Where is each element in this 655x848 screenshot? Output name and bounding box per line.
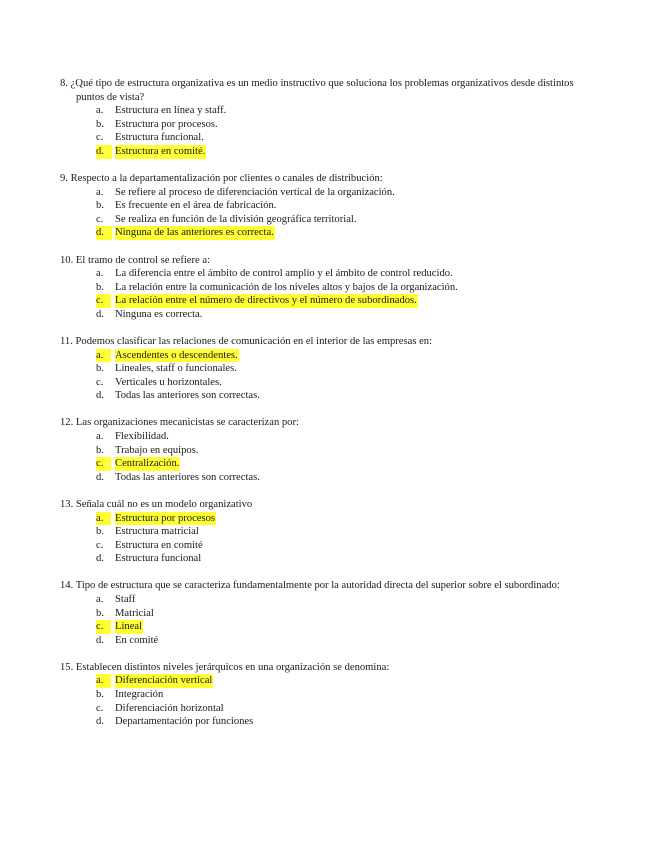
option-text: Staff	[115, 594, 136, 605]
option-text: Es frecuente en el área de fabricación.	[115, 200, 277, 212]
question-15	[0, 661, 655, 729]
option-text: Lineal	[115, 621, 143, 633]
option-letter: b.	[96, 200, 104, 212]
option-c-highlighted[interactable]	[0, 620, 655, 634]
option-b[interactable]	[0, 199, 655, 213]
option-c-highlighted[interactable]	[0, 294, 655, 308]
option-letter: c.	[96, 457, 111, 471]
option-letter: b.	[96, 363, 104, 375]
option-c[interactable]	[0, 702, 655, 716]
option-d[interactable]	[0, 308, 655, 322]
option-b[interactable]	[0, 118, 655, 132]
option-letter: a.	[96, 186, 104, 198]
option-text: La relación entre la comunicación de los niveles altos y bajos de la organización.	[115, 281, 458, 293]
option-b[interactable]	[0, 362, 655, 376]
option-list	[0, 349, 655, 403]
question-stem	[0, 661, 588, 675]
question-text: Señala cuál no es un modelo organizativo	[75, 498, 253, 510]
option-letter: b.	[96, 526, 104, 538]
option-letter: d.	[96, 471, 104, 483]
option-c[interactable]	[0, 539, 655, 553]
option-letter: a.	[96, 512, 111, 526]
option-a[interactable]	[0, 104, 655, 118]
option-text: La diferencia entre el ámbito de control amplio y el ámbito de control reducido.	[115, 268, 453, 280]
option-text: Todas las anteriores son correctas.	[115, 390, 260, 402]
option-a[interactable]	[0, 430, 655, 444]
option-letter: b.	[96, 607, 104, 619]
option-letter: b.	[96, 689, 104, 701]
question-number: 12.	[60, 417, 74, 429]
option-a-highlighted[interactable]	[0, 512, 655, 526]
option-text: La relación entre el número de directivos y el número de subordinados.	[115, 295, 417, 307]
question-9	[0, 172, 655, 240]
option-list	[0, 104, 655, 158]
option-text: Ascendentes o descendentes.	[115, 349, 238, 361]
question-11	[0, 335, 655, 403]
option-letter: a.	[96, 349, 111, 363]
option-letter: d.	[96, 634, 104, 646]
option-text: Estructura por procesos.	[115, 118, 218, 130]
question-8	[0, 77, 655, 159]
option-b[interactable]	[0, 607, 655, 621]
option-a[interactable]	[0, 267, 655, 281]
question-stem	[0, 416, 588, 430]
question-13	[0, 498, 655, 566]
option-list	[0, 593, 655, 647]
option-text: Ninguna es correcta.	[115, 308, 203, 320]
option-text: Estructura matricial	[115, 526, 199, 538]
option-text: Diferenciación vertical	[115, 675, 213, 687]
option-list	[0, 267, 655, 321]
option-letter: c.	[96, 294, 111, 308]
option-a-highlighted[interactable]	[0, 349, 655, 363]
option-letter: d.	[96, 716, 104, 728]
option-letter: d.	[96, 226, 112, 240]
option-a[interactable]	[0, 593, 655, 607]
option-b[interactable]	[0, 444, 655, 458]
option-letter: b.	[96, 281, 104, 293]
option-d[interactable]	[0, 552, 655, 566]
question-number: 15.	[60, 661, 74, 673]
option-letter: c.	[96, 376, 104, 388]
option-text: Integración	[115, 689, 164, 701]
question-text: Podemos clasificar las relaciones de comunicación en el interior de las empresas en:	[75, 336, 433, 347]
option-letter: a.	[96, 268, 104, 280]
option-d-highlighted[interactable]	[0, 145, 655, 159]
option-c[interactable]	[0, 376, 655, 390]
question-text: Respecto a la departamentalización por clientes o canales de distribución:	[70, 173, 383, 185]
question-stem	[0, 77, 588, 104]
question-text: ¿Qué tipo de estructura organizativa es un medio instructivo que soluciona los problemas organizativos desde distintos puntos de vista?	[70, 78, 574, 103]
question-text: Las organizaciones mecanicistas se caracterizan por:	[75, 417, 299, 429]
option-letter: d.	[96, 145, 112, 159]
question-number: 10.	[60, 254, 74, 266]
question-number: 11.	[60, 336, 73, 347]
option-text: Se realiza en función de la división geográfica territorial.	[115, 213, 357, 225]
option-list	[0, 430, 655, 484]
option-text: Estructura funcional	[115, 553, 202, 565]
option-text: Matricial	[115, 607, 154, 619]
option-c[interactable]	[0, 131, 655, 145]
option-letter: a.	[96, 105, 104, 117]
option-text: Estructura en comité.	[115, 145, 206, 157]
option-text: Trabajo en equipos.	[115, 444, 199, 456]
question-number: 13.	[60, 498, 74, 510]
option-text: Centralización.	[115, 458, 180, 470]
option-text: Verticales u horizontales.	[115, 376, 222, 388]
question-page	[0, 77, 655, 742]
option-text: Ninguna de las anteriores es correcta.	[115, 227, 274, 239]
question-text: Establecen distintos niveles jerárquicos en una organización se denomina:	[75, 661, 390, 673]
option-text: Se refiere al proceso de diferenciación vertical de la organización.	[115, 186, 395, 198]
question-stem	[0, 579, 588, 593]
option-letter: d.	[96, 553, 104, 565]
option-list	[0, 512, 655, 566]
option-c[interactable]	[0, 213, 655, 227]
option-b[interactable]	[0, 525, 655, 539]
option-letter: c.	[96, 213, 104, 225]
question-text: Tipo de estructura que se caracteriza fundamentalmente por la autoridad directa del superior sobre el subordinado:	[75, 580, 560, 592]
question-14	[0, 579, 655, 647]
option-d[interactable]	[0, 634, 655, 648]
option-list	[0, 674, 655, 728]
question-number: 8.	[60, 78, 68, 89]
question-text: El tramo de control se refiere a:	[75, 254, 211, 266]
option-letter: a.	[96, 674, 111, 688]
option-d-highlighted[interactable]	[0, 226, 655, 240]
option-letter: a.	[96, 431, 104, 443]
option-text: Estructura por procesos	[115, 512, 216, 524]
option-a[interactable]	[0, 186, 655, 200]
option-d[interactable]	[0, 389, 655, 403]
option-d[interactable]	[0, 471, 655, 485]
option-text: Estructura en comité	[115, 539, 203, 551]
question-number: 14.	[60, 580, 74, 592]
option-letter: d.	[96, 308, 104, 320]
option-text: Departamentación por funciones	[115, 716, 254, 728]
option-letter: d.	[96, 390, 104, 402]
option-text: En comité	[115, 634, 159, 646]
option-c-highlighted[interactable]	[0, 457, 655, 471]
option-letter: c.	[96, 539, 104, 551]
question-10	[0, 254, 655, 322]
option-b[interactable]	[0, 281, 655, 295]
question-stem	[0, 498, 588, 512]
question-number: 9.	[60, 173, 68, 185]
option-text: Estructura funcional.	[115, 132, 204, 144]
option-letter: b.	[96, 118, 104, 130]
option-letter: a.	[96, 594, 104, 605]
option-text: Todas las anteriores son correctas.	[115, 471, 260, 483]
question-stem	[0, 172, 588, 186]
option-text: Flexibilidad.	[115, 431, 169, 443]
option-list	[0, 186, 655, 240]
question-12	[0, 416, 655, 484]
question-stem	[0, 254, 588, 268]
option-letter: b.	[96, 444, 104, 456]
option-text: Lineales, staff o funcionales.	[115, 363, 237, 375]
option-b[interactable]	[0, 688, 655, 702]
option-letter: c.	[96, 620, 111, 634]
option-letter: c.	[96, 132, 104, 144]
option-text: Estructura en línea y staff.	[115, 105, 227, 117]
option-letter: c.	[96, 702, 104, 714]
question-stem	[0, 335, 588, 349]
option-a-highlighted[interactable]	[0, 674, 655, 688]
option-text: Diferenciación horizontal	[115, 702, 224, 714]
option-d[interactable]	[0, 715, 655, 729]
